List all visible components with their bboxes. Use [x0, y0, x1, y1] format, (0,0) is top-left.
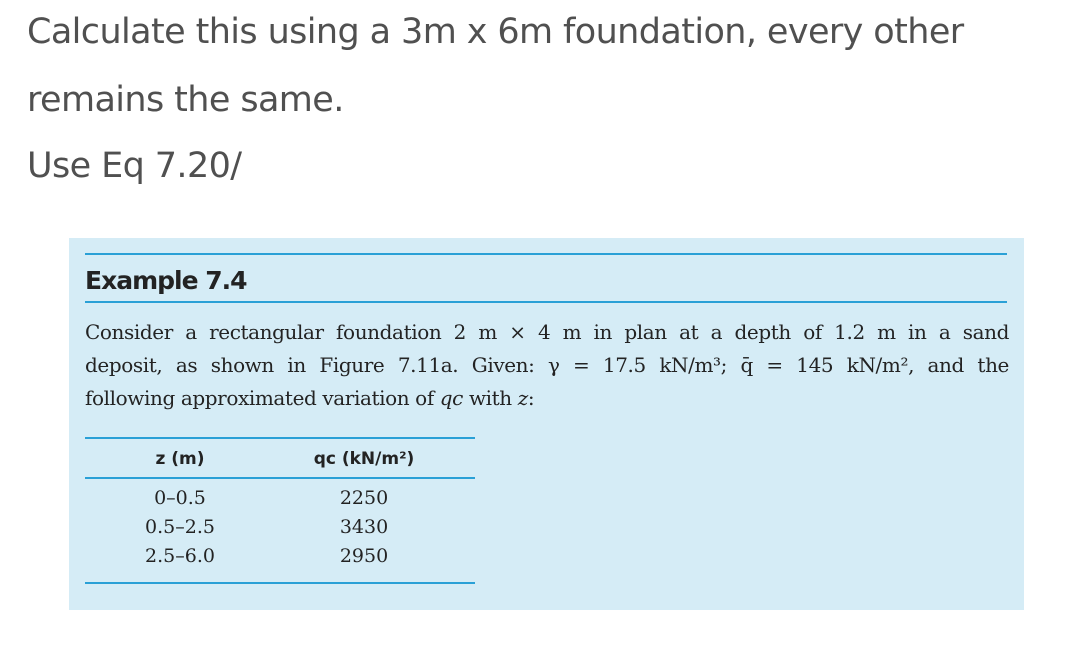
table-cell-z: 2.5–6.0: [145, 545, 215, 567]
table-top-rule: [85, 437, 475, 439]
table-cell-qc: 3430: [339, 516, 389, 538]
table-header-qc: qc (kN/m²): [313, 449, 415, 469]
example-title: Example 7.4: [85, 266, 247, 295]
example-body-line-1: Consider a rectangular foundation 2 m × 4 m in plan at a depth of 1.2 m in a sand: [85, 320, 1009, 344]
top-rule: [85, 253, 1007, 255]
body-line3-end: :: [527, 386, 535, 410]
question-line-1: Calculate this using a 3m x 6m foundation, every other: [27, 12, 964, 52]
title-rule: [85, 301, 1007, 303]
table-header-z: z (m): [155, 449, 205, 469]
question-line-3: Use Eq 7.20/: [27, 146, 242, 186]
table-cell-z: 0–0.5: [154, 487, 206, 509]
example-body-line-3: [85, 382, 1009, 415]
table-cell-z: 0.5–2.5: [145, 516, 215, 538]
qc-symbol: qc: [439, 386, 463, 410]
z-symbol: z: [517, 386, 528, 410]
table-header-rule: [85, 477, 475, 479]
example-image: [69, 238, 1024, 610]
body-line3-prefix: following approximated variation of: [85, 386, 440, 410]
table-cell-qc: 2250: [339, 487, 389, 509]
body-line3-mid: with: [463, 386, 518, 410]
example-body: [85, 316, 1009, 415]
question-line-2: remains the same.: [27, 80, 344, 120]
table-cell-qc: 2950: [339, 545, 389, 567]
table-bottom-rule: [85, 582, 475, 584]
example-body-line-2: deposit, as shown in Figure 7.11a. Given: γ = 17.5 kN/m³; q̄ = 145 kN/m², and the: [85, 353, 1009, 377]
